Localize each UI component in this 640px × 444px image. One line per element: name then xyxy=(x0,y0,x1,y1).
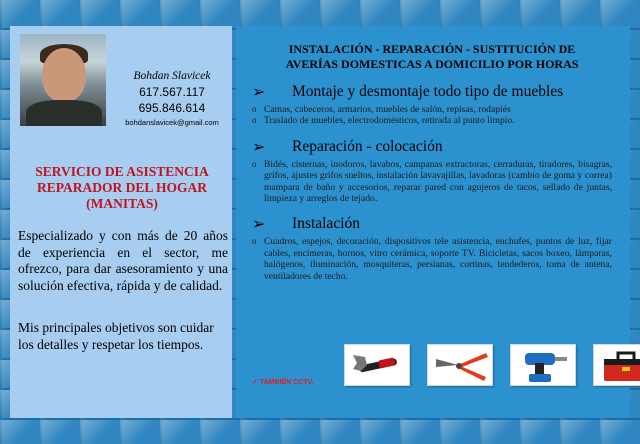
arrow-bullet-icon: ➢ xyxy=(252,84,266,101)
email: bohdanslavicek@gmail.com xyxy=(125,118,219,127)
list-item: o Camas, cabeceros, armarios, muebles de salón, repisas, rodapiés xyxy=(252,104,511,115)
arrow-bullet-icon: ➢ xyxy=(252,138,266,156)
headline xyxy=(252,42,612,72)
arrow-bullet-icon: ➢ xyxy=(252,216,266,234)
cctv-note: ✓ TAMBIÉN CCTV. xyxy=(252,379,314,386)
left-panel xyxy=(10,26,232,418)
check-icon: ✓ xyxy=(252,379,258,386)
list-item: o Traslado de muebles, electrodomésticos, retirada al punto limpio. xyxy=(252,115,515,127)
right-panel xyxy=(236,26,630,418)
circle-bullet-icon: o xyxy=(252,104,257,114)
list-instalacion xyxy=(252,236,612,282)
headline-line-1: INSTALACIÓN - REPARACIÓN - SUSTITUCIÓN DE xyxy=(288,42,576,56)
section-title-muebles: ➢ Montaje y desmontaje todo tipo de muebles xyxy=(252,83,564,101)
phone-1: 617.567.117 xyxy=(139,85,205,99)
list-reparacion xyxy=(252,159,612,205)
profile-photo xyxy=(20,34,106,126)
service-line-3: (MANITAS) xyxy=(86,196,158,211)
list-item: o Bidés, cisternas, inodoros, lavabos, campanas extractoras, cerraduras, tiradores, bisagras, grifos, ajustes grifos sueltos, instalación lavavajillas, lavadoras (cambio de goma y correa) mampara de baño y accesorios, reparar pared con agujeros de tacos, sellado de juntas, limpieza y arreglos de tejado. xyxy=(252,158,612,205)
service-line-1: SERVICIO DE ASISTENCIA xyxy=(35,164,209,179)
list-item: o Cuadros, espejos, decoración, dispositivos tele asistencia, enchufes, puntos de luz, fijar cables, encimeras, hornos, vitro cerámica, soporte TV. Bicicletas, sacos boxeo, lámparas, halógenos, iluminación, mosquiteras, persianas, cortinas, tendederos, toma de antena, ventiladores de techo. xyxy=(252,236,612,282)
circle-bullet-icon: o xyxy=(252,158,257,169)
tools-row xyxy=(344,344,640,386)
pliers-icon xyxy=(427,344,493,386)
adjustable-wrench-icon xyxy=(344,344,410,386)
profile-name: Bohdan Slavicek xyxy=(133,70,211,82)
intro-text: Especializado y con más de 20 años de experiencia en el sector, me ofrezco, para dar asesoramiento y una solución efectiva, rápida y de calidad. xyxy=(18,228,228,293)
goals-text: Mis principales objetivos son cuidar los detalles y respetar los tiempos. xyxy=(18,320,214,352)
headline-line-2: AVERÍAS DOMESTICAS A DOMICILIO POR HORAS xyxy=(285,57,579,71)
service-line-2: REPARADOR DEL HOGAR xyxy=(36,180,207,195)
section-title-instalacion: ➢ Instalación xyxy=(252,215,361,234)
list-muebles xyxy=(252,104,612,127)
phone-2: 695.846.614 xyxy=(138,101,206,115)
cordless-drill-icon xyxy=(510,344,576,386)
toolbox-icon xyxy=(593,344,640,386)
contact-block xyxy=(114,70,230,127)
circle-bullet-icon: o xyxy=(252,236,257,247)
circle-bullet-icon: o xyxy=(252,115,257,126)
section-title-reparacion: ➢ Reparación - colocación xyxy=(252,137,443,156)
service-title xyxy=(16,164,228,212)
